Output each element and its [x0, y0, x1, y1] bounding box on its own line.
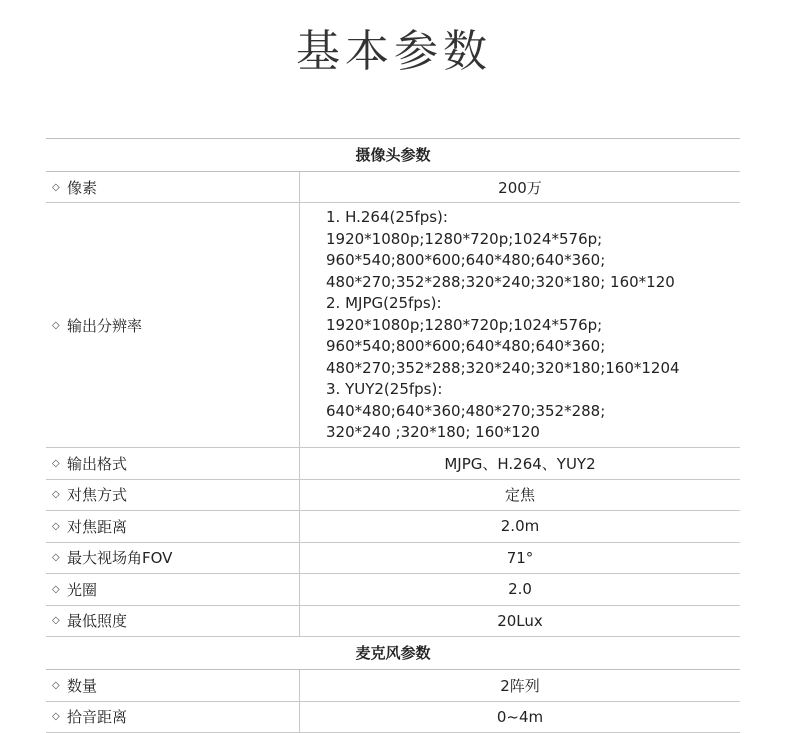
section-heading-camera: 摄像头参数: [46, 138, 740, 172]
spec-value: 200万: [300, 172, 740, 202]
spec-row-resolution: [46, 203, 740, 448]
diamond-bullet-icon: ◇: [52, 680, 62, 691]
spec-row-mic-count: [46, 670, 740, 702]
spec-label: 对焦方式: [67, 484, 127, 505]
diamond-bullet-icon: ◇: [52, 615, 62, 626]
resolution-line: 480*270;352*288;320*240;320*180;160*1204: [326, 358, 680, 380]
spec-row-pickup-distance: [46, 702, 740, 733]
spec-value-multiline: [300, 203, 740, 447]
resolution-line: 1920*1080p;1280*720p;1024*576p;: [326, 229, 602, 251]
spec-value: 20Lux: [300, 606, 740, 637]
spec-table: [46, 138, 740, 733]
page-title: 基本参数: [0, 24, 788, 80]
spec-value: MJPG、H.264、YUY2: [300, 448, 740, 479]
resolution-line: 1. H.264(25fps):: [326, 207, 448, 229]
spec-value: 2阵列: [300, 670, 740, 701]
resolution-line: 480*270;352*288;320*240;320*180; 160*120: [326, 272, 675, 294]
spec-value: 2.0: [300, 574, 740, 605]
diamond-bullet-icon: ◇: [52, 711, 62, 722]
resolution-line: 3. YUY2(25fps):: [326, 379, 442, 401]
diamond-bullet-icon: ◇: [52, 489, 62, 500]
spec-row-pixels: [46, 172, 740, 203]
spec-label: 输出分辨率: [67, 315, 142, 336]
spec-label: 光圈: [67, 579, 97, 600]
diamond-bullet-icon: ◇: [52, 584, 62, 595]
spec-label: 最低照度: [67, 610, 127, 631]
spec-row-min-illumination: [46, 606, 740, 638]
spec-row-focus-mode: [46, 480, 740, 512]
resolution-line: 320*240 ;320*180; 160*120: [326, 422, 540, 444]
spec-label: 输出格式: [67, 453, 127, 474]
spec-label: 拾音距离: [67, 706, 127, 727]
spec-label: 对焦距离: [67, 516, 127, 537]
spec-row-output-format: [46, 448, 740, 480]
spec-label: 像素: [67, 177, 97, 198]
spec-value: 71°: [300, 543, 740, 574]
spec-label: 数量: [67, 675, 97, 696]
resolution-line: 1920*1080p;1280*720p;1024*576p;: [326, 315, 602, 337]
spec-row-fov: [46, 543, 740, 575]
diamond-bullet-icon: ◇: [52, 458, 62, 469]
spec-row-aperture: [46, 574, 740, 606]
section-heading-microphone: 麦克风参数: [46, 637, 740, 670]
resolution-line: 2. MJPG(25fps):: [326, 293, 442, 315]
spec-value: 0~4m: [300, 702, 740, 733]
diamond-bullet-icon: ◇: [52, 521, 62, 532]
spec-value: 定焦: [300, 480, 740, 511]
resolution-line: 960*540;800*600;640*480;640*360;: [326, 250, 605, 272]
spec-label: 最大视场角FOV: [67, 547, 172, 568]
diamond-bullet-icon: ◇: [52, 182, 62, 193]
diamond-bullet-icon: ◇: [52, 320, 62, 331]
resolution-line: 640*480;640*360;480*270;352*288;: [326, 401, 605, 423]
spec-value: 2.0m: [300, 511, 740, 542]
resolution-line: 960*540;800*600;640*480;640*360;: [326, 336, 605, 358]
diamond-bullet-icon: ◇: [52, 552, 62, 563]
spec-row-focus-distance: [46, 511, 740, 543]
